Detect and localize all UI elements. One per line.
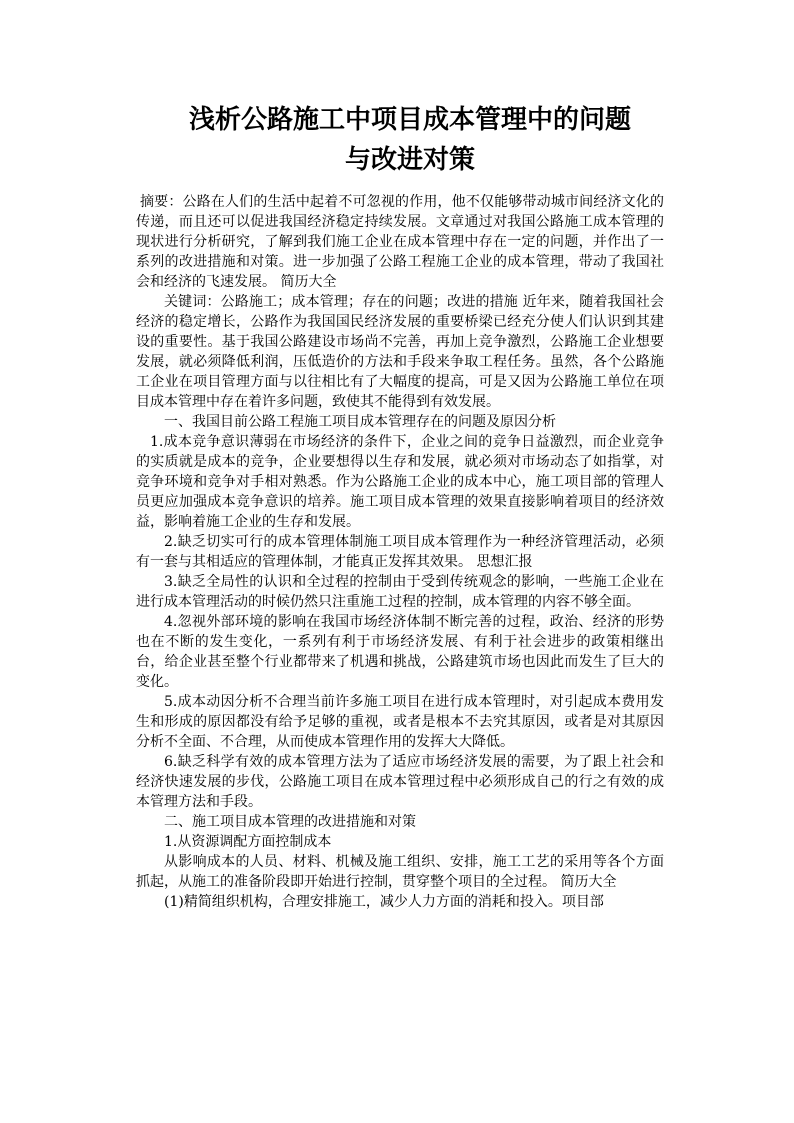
abstract-paragraph: 摘要：公路在人们的生活中起着不可忽视的作用，他不仅能够带动城市间经济文化的传递，而且还可以促进我国经济稳定持续发展。文章通过对我国公路施工成本管理的现状进行分析研究，了解到我们施工企业在成本管理中存在一定的问题，并作出了一系列的改进措施和对策。进一步加强了公路工程施工企业的成本管理，带动了我国社会和经济的飞速发展。 简历大全 — [136, 194, 664, 290]
paragraph-item-3: 3.缺乏全局性的认识和全过程的控制由于受到传统观念的影响，一些施工企业在进行成本管理活动的时候仍然只注重施工过程的控制，成本管理的内容不够全面。 — [136, 574, 664, 610]
section-heading-1: 一、我国目前公路工程施工项目成本管理存在的问题及原因分析 — [164, 414, 556, 430]
section-heading-2: 二、施工项目成本管理的改进措施和对策 — [164, 814, 416, 830]
paragraph-item-5: 5.成本动因分析不合理当前许多施工项目在进行成本管理时，对引起成本费用发生和形成的原因都没有给予足够的重视，或者是根本不去究其原因，或者是对其原因分析不全面、不合理，从而使成本管理作用的发挥大大降低。 — [136, 694, 664, 750]
paragraph-item-2: 2.缺乏切实可行的成本管理体制施工项目成本管理作为一种经济管理活动，必须有一套与其相适应的管理体制，才能真正发挥其效果。 思想汇报 — [136, 534, 664, 570]
paragraph-item-1-sub: (1)精简组织机构，合理安排施工，减少人力方面的消耗和投入。项目部 — [164, 894, 604, 910]
paragraph-resources: 从影响成本的人员、材料、机械及施工组织、安排，施工工艺的采用等各个方面抓起，从施工的准备阶段即开始进行控制，贯穿整个项目的全过程。 简历大全 — [136, 854, 664, 890]
title-line-1: 浅析公路施工中项目成本管理中的问题 — [188, 105, 631, 135]
subsection-heading-1: 1.从资源调配方面控制成本 — [164, 834, 332, 850]
keywords-paragraph: 关键词：公路施工；成本管理；存在的问题；改进的措施 近年来，随着我国社会经济的稳定增长，公路作为我国国民经济发展的重要桥梁已经充分使人们认识到其建设的重要性。基于我国公路建设市场尚不完善，再加上竞争激烈，公路施工企业想要发展，就必须降低利润，压低造价的方法和手段来争取工程任务。虽然，各个公路施工企业在项目管理方面与以往相比有了大幅度的提高，可是又因为公路施工单位在项目成本管理中存在着许多问题，致使其不能得到有效发展。 — [136, 294, 664, 410]
document-body — [136, 192, 664, 912]
paragraph-item-4: 4.忽视外部环境的影响在我国市场经济体制不断完善的过程，政治、经济的形势也在不断的发生变化，一系列有利于市场经济发展、有利于社会进步的政策相继出台，给企业甚至整个行业都带来了机遇和挑战，公路建筑市场也因此而发生了巨大的变化。 — [136, 614, 664, 690]
paragraph-item-6: 6.缺乏科学有效的成本管理方法为了适应市场经济发展的需要，为了跟上社会和经济快速发展的步伐，公路施工项目在成本管理过程中必须形成自己的行之有效的成本管理方法和手段。 — [136, 754, 664, 810]
paragraph-item-1: 1.成本竞争意识薄弱在市场经济的条件下，企业之间的竞争日益激烈，而企业竞争的实质就是成本的竞争，企业要想得以生存和发展，就必须对市场动态了如指掌，对竞争环境和竞争对手相对熟悉。作为公路施工企业的成本中心，施工项目部的管理人员更应加强成本竞争意识的培养。施工项目成本管理的效果直接影响着项目的经济效益，影响着施工企业的生存和发展。 — [136, 434, 664, 530]
title-line-2: 与改进对策 — [344, 145, 475, 175]
